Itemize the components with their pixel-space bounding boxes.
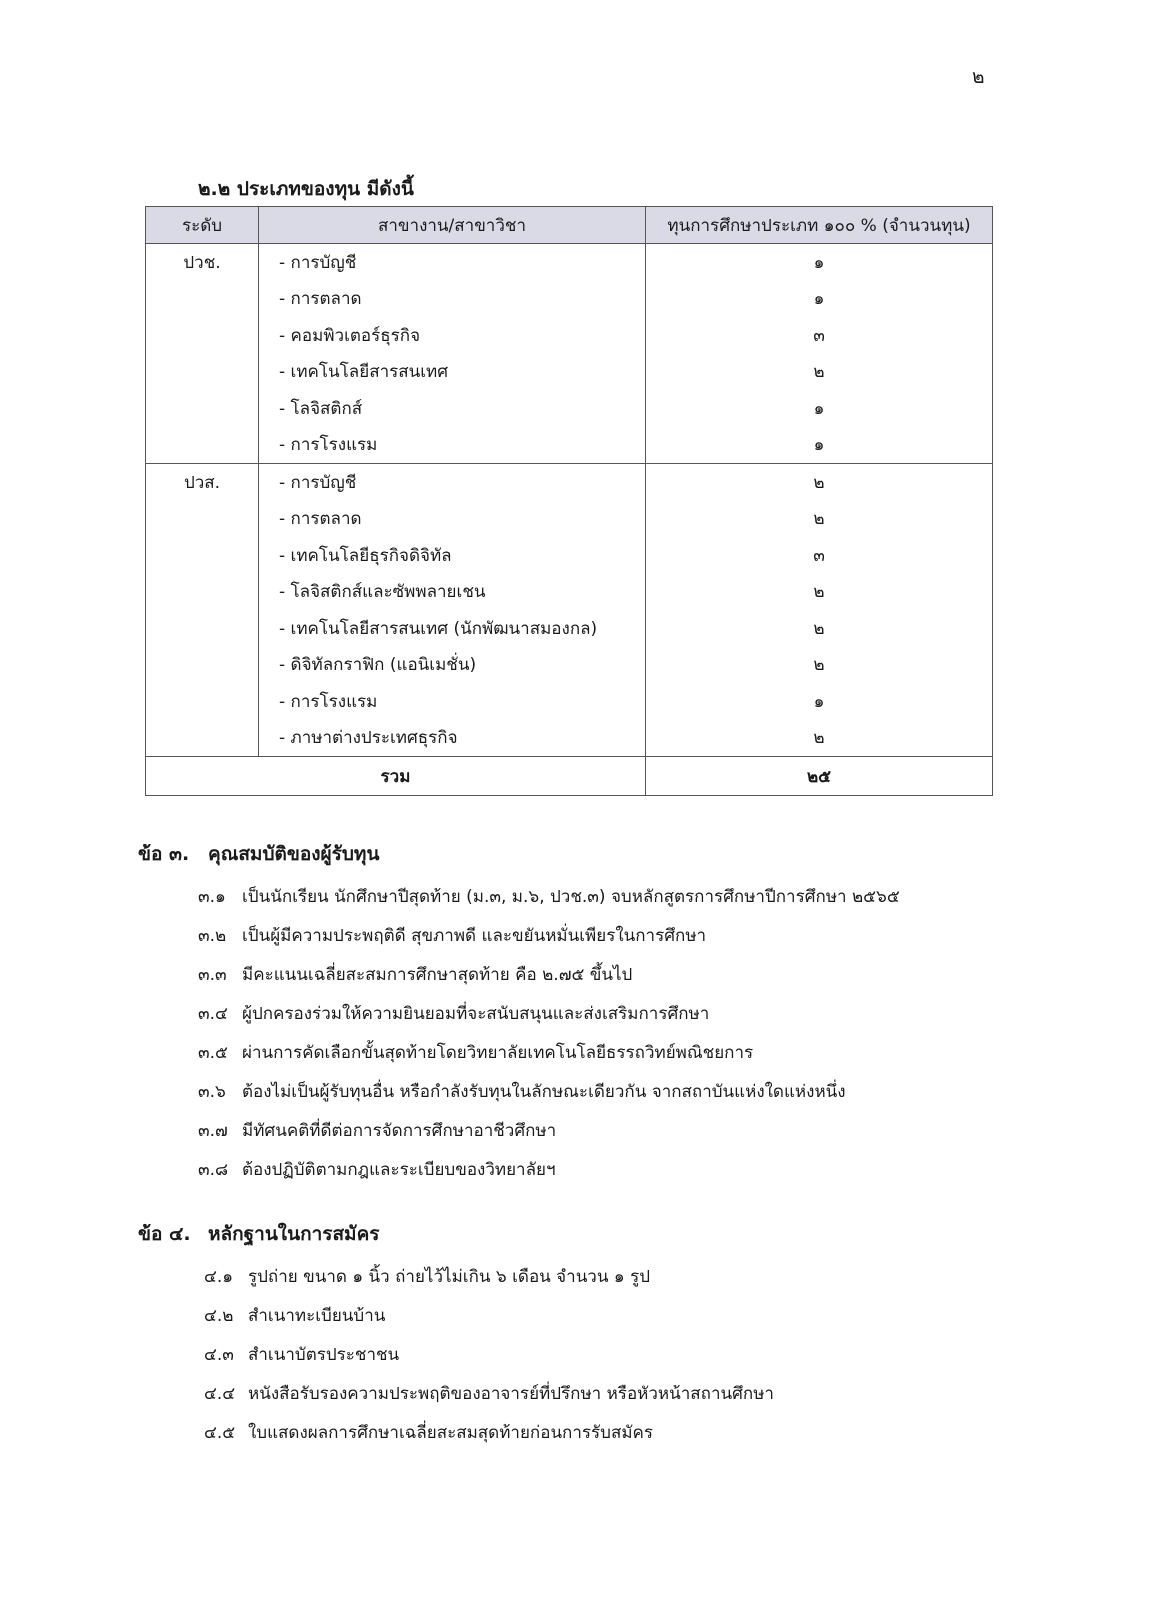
major-cell: - เทคโนโลยีสารสนเทศ (259, 354, 646, 391)
qualification-item-text: เป็นผู้มีความประพฤติดี สุขภาพดี และขยันหมั่นเพียรในการศึกษา (242, 926, 707, 946)
qualification-item (138, 1112, 1038, 1151)
count-cell: ๑ (646, 427, 993, 464)
qualification-item-number: ๓.๒ (198, 926, 227, 946)
level-cell (146, 537, 259, 574)
major-cell: - คอมพิวเตอร์ธุรกิจ (259, 317, 646, 354)
document-item-text: สำเนาทะเบียนบ้าน (248, 1306, 386, 1326)
documents-section (138, 1218, 1038, 1453)
level-cell (146, 720, 259, 757)
qualification-item-text: มีทัศนคติที่ดีต่อการจัดการศึกษาอาชีวศึกษา (242, 1121, 557, 1141)
level-cell (146, 354, 259, 391)
table-row (146, 720, 993, 757)
table-row (146, 427, 993, 464)
qualification-item-text: ผ่านการคัดเลือกขั้นสุดท้ายโดยวิทยาลัยเทคโนโลยีธรรถวิทย์พณิชยการ (242, 1043, 754, 1063)
major-cell: - ดิจิทัลกราฟิก (แอนิเมชั่น) (259, 647, 646, 684)
level-cell (146, 683, 259, 720)
major-cell: - การโรงแรม (259, 427, 646, 464)
qualification-item (138, 995, 1038, 1034)
count-cell: ๓ (646, 537, 993, 574)
major-cell: - โลจิสติกส์ (259, 390, 646, 427)
table-row (146, 501, 993, 538)
qualifications-title: คุณสมบัติของผู้รับทุน (208, 843, 380, 865)
level-cell: ปวช. (146, 244, 259, 281)
qualification-item-number: ๓.๕ (198, 1043, 228, 1063)
scholarship-table (145, 206, 993, 796)
qualification-item-text: ผู้ปกครองร่วมให้ความยินยอมที่จะสนับสนุนและส่งเสริมการศึกษา (242, 1004, 710, 1024)
qualification-item (138, 1151, 1038, 1190)
qualification-item-text: มีคะแนนเฉลี่ยสะสมการศึกษาสุดท้าย คือ ๒.๗๕ ขึ้นไป (242, 965, 633, 985)
table-row (146, 390, 993, 427)
document-item-text: ใบแสดงผลการศึกษาเฉลี่ยสะสมสุดท้ายก่อนการรับสมัคร (248, 1423, 654, 1443)
level-cell (146, 390, 259, 427)
document-item-number: ๔.๕ (204, 1423, 236, 1443)
qualifications-number: ข้อ ๓. (138, 843, 190, 865)
document-item-number: ๔.๒ (204, 1306, 234, 1326)
documents-heading (138, 1218, 1038, 1250)
qualification-item-number: ๓.๗ (198, 1121, 228, 1141)
table-row (146, 281, 993, 318)
count-cell: ๒ (646, 464, 993, 501)
qualification-item-text: เป็นนักเรียน นักศึกษาปีสุดท้าย (ม.๓, ม.๖, ปวช.๓) จบหลักสูตรการศึกษาปีการศึกษา ๒๕๖๕ (242, 887, 900, 907)
qualification-item-number: ๓.๔ (198, 1004, 228, 1024)
table-row (146, 354, 993, 391)
document-item (138, 1375, 1038, 1414)
level-cell (146, 647, 259, 684)
major-cell: - เทคโนโลยีสารสนเทศ (นักพัฒนาสมองกล) (259, 610, 646, 647)
table-row (146, 464, 993, 501)
table-row (146, 574, 993, 611)
document-item-number: ๔.๑ (204, 1267, 234, 1287)
count-cell: ๒ (646, 501, 993, 538)
document-item-number: ๔.๓ (204, 1345, 234, 1365)
qualification-item (138, 1034, 1038, 1073)
table-row (146, 537, 993, 574)
count-cell: ๒ (646, 574, 993, 611)
document-item-text: รูปถ่าย ขนาด ๑ นิ้ว ถ่ายไว้ไม่เกิน ๖ เดือน จำนวน ๑ รูป (248, 1267, 650, 1287)
document-item (138, 1336, 1038, 1375)
qualification-item (138, 1073, 1038, 1112)
qualification-item-text: ต้องปฏิบัติตามกฎและระเบียบของวิทยาลัยฯ (242, 1160, 556, 1180)
documents-list (138, 1258, 1038, 1453)
count-cell: ๑ (646, 390, 993, 427)
major-cell: - การโรงแรม (259, 683, 646, 720)
count-cell: ๒ (646, 610, 993, 647)
qualifications-list (138, 878, 1038, 1190)
table-row (146, 317, 993, 354)
total-value: ๒๕ (646, 757, 993, 796)
count-cell: ๑ (646, 683, 993, 720)
page-number: ๒ (972, 66, 985, 88)
count-cell: ๒ (646, 720, 993, 757)
count-cell: ๑ (646, 244, 993, 281)
qualification-item (138, 956, 1038, 995)
table-row (146, 647, 993, 684)
count-cell: ๒ (646, 647, 993, 684)
documents-title: หลักฐานในการสมัคร (208, 1223, 380, 1245)
document-item-text: หนังสือรับรองความประพฤติของอาจารย์ที่ปรึกษา หรือหัวหน้าสถานศึกษา (248, 1384, 774, 1404)
document-item (138, 1297, 1038, 1336)
major-cell: - เทคโนโลยีธุรกิจดิจิทัล (259, 537, 646, 574)
qualification-item-number: ๓.๑ (198, 887, 226, 907)
total-row (146, 757, 993, 796)
major-cell: - โลจิสติกส์และซัพพลายเชน (259, 574, 646, 611)
count-cell: ๒ (646, 354, 993, 391)
total-label: รวม (146, 757, 646, 796)
qualification-item-number: ๓.๖ (198, 1082, 226, 1102)
qualification-item-number: ๓.๓ (198, 965, 227, 985)
header-count: ทุนการศึกษาประเภท ๑๐๐ % (จำนวนทุน) (646, 207, 993, 244)
qualification-item (138, 878, 1038, 917)
major-cell: - ภาษาต่างประเทศธุรกิจ (259, 720, 646, 757)
count-cell: ๑ (646, 281, 993, 318)
document-item (138, 1414, 1038, 1453)
level-cell (146, 317, 259, 354)
header-level: ระดับ (146, 207, 259, 244)
qualification-item-number: ๓.๘ (198, 1160, 229, 1180)
major-cell: - การตลาด (259, 281, 646, 318)
major-cell: - การบัญชี (259, 244, 646, 281)
level-cell (146, 574, 259, 611)
table-row (146, 683, 993, 720)
header-major: สาขางาน/สาขาวิชา (259, 207, 646, 244)
document-item (138, 1258, 1038, 1297)
level-cell (146, 501, 259, 538)
level-cell: ปวส. (146, 464, 259, 501)
table-row (146, 244, 993, 281)
qualification-item (138, 917, 1038, 956)
section-heading: ๒.๒ ประเภทของทุน มีดังนี้ (198, 178, 414, 200)
major-cell: - การตลาด (259, 501, 646, 538)
document-item-text: สำเนาบัตรประชาชน (248, 1345, 400, 1365)
document-item-number: ๔.๔ (204, 1384, 236, 1404)
count-cell: ๓ (646, 317, 993, 354)
table-body (146, 244, 993, 757)
level-cell (146, 281, 259, 318)
qualifications-heading (138, 838, 1038, 870)
major-cell: - การบัญชี (259, 464, 646, 501)
level-cell (146, 427, 259, 464)
table-row (146, 610, 993, 647)
qualification-item-text: ต้องไม่เป็นผู้รับทุนอื่น หรือกำลังรับทุนในลักษณะเดียวกัน จากสถาบันแห่งใดแห่งหนึ่ง (242, 1082, 846, 1102)
level-cell (146, 610, 259, 647)
qualifications-section (138, 838, 1038, 1190)
documents-number: ข้อ ๔. (138, 1223, 191, 1245)
table-header-row (146, 207, 993, 244)
